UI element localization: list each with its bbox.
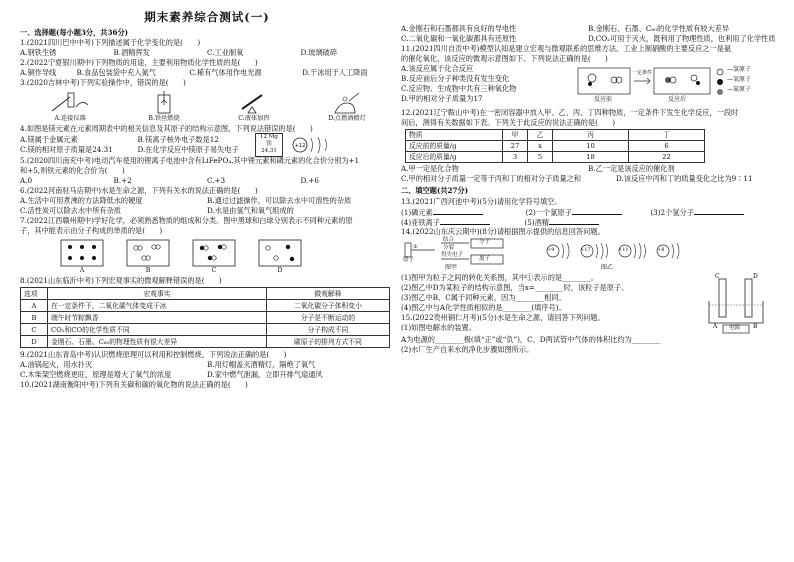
option: B.通过过滤操作，可以除去水中可溶性的杂质 — [207, 196, 352, 206]
option: B.酒精挥发 — [113, 48, 150, 58]
question-14-figures — [401, 237, 775, 273]
question-12-line-1: 12.(2021辽宁鞍山中考)在一密闭容器中放入甲、乙、丙、丁四种物质，一定条件下发生化学反应，一段时 — [401, 108, 739, 117]
option: D.+6 — [300, 176, 319, 186]
option: A.金刚石和石墨都具有良好的导电性 — [401, 24, 517, 33]
section-2-heading: 二、填空题(共27分) — [401, 186, 469, 195]
question-5-options — [20, 176, 394, 186]
question-3-figures — [20, 89, 394, 123]
question-8-table — [20, 287, 390, 348]
option: B.金刚石、石墨、C₆₀的化学性质有较大差异 — [588, 24, 730, 33]
question-14-sub-2: (2)图乙中D为某粒子的结构示意图，当x=________时，该粒子是原子。 — [401, 282, 629, 292]
particle-box-c-icon — [192, 239, 236, 267]
diagram-center-label: ① — [413, 243, 418, 250]
question-4-body — [20, 134, 394, 156]
question-5-line-2: 和+5,则铁元素的化合价为( ) — [20, 166, 125, 176]
question-15-sub-3: (2)水厂生产自来水的净化步骤如图所示。 — [401, 344, 534, 354]
option: B.乙一定是该反应的催化剂 — [588, 164, 675, 173]
option: B.食品包装袋中充入氮气 — [76, 68, 156, 78]
option: C.工业制氧 — [207, 48, 244, 58]
figure-lighting-lamp: D.点燃酒精灯 — [328, 91, 366, 123]
question-11-body — [401, 64, 775, 108]
atom-charge: +17 — [580, 246, 591, 253]
question-6: 6.(2022河南驻马店期中)水是生命之源，下列有关水的说法正确的是( ) — [20, 186, 258, 196]
option: D.干冰用于人工降雨 — [302, 68, 368, 78]
figure-liquid-heating: C.液体加热 — [236, 91, 272, 123]
question-5-line-1: 5.(2020四川南充中考)电动汽车使用的锂离子电池中含有LiFePO₄,其中锂元素和磷元素的化合价分别为+1 — [20, 156, 360, 166]
question-11-line-2: 的催化氧化，该反应的微观示意图如下。下列说法正确的是( ) — [401, 54, 608, 63]
atom-charge: +9 — [547, 246, 555, 253]
question-12-line-2: 间后，测得有关数据如下表。下列关于此反应的说法正确的是( ) — [401, 118, 616, 127]
question-13-blanks-2: (4)亚铁离子 (5)酒精 — [401, 217, 775, 227]
answer-blank[interactable] — [549, 217, 599, 225]
box-ion: 离子 — [479, 255, 491, 262]
question-2: 2.(2022宁夏银川期中)下列物质的用途，主要利用物质化学性质的是( ) — [20, 58, 258, 68]
option: B.反应前后分子种类没有发生变化 — [401, 74, 510, 83]
electrode-b-label: B — [753, 322, 758, 330]
option: A.生活中可用煮沸的方法降低水的硬度 — [20, 196, 143, 206]
diagram-side-label: 分裂 — [443, 244, 455, 251]
option: D.玻璃破碎 — [300, 48, 338, 58]
box-molecule: 分子 — [479, 238, 491, 245]
option: A.油锅起火，用水扑灭 — [20, 360, 93, 370]
diagram-side-label: 结合 — [443, 236, 455, 243]
figure-iron-burning: B.铁丝燃烧 — [148, 91, 179, 123]
figure-7a: A — [60, 239, 104, 275]
table-header-row: 选项 宏观事实 微观解释 — [21, 288, 390, 300]
test-tube-icon — [236, 91, 272, 115]
question-12-options-1 — [401, 164, 775, 174]
condition-label: 一定条件 — [632, 70, 653, 76]
particle-box-a-icon — [60, 239, 104, 267]
option: C.木柴架空燃烧更旺，原理是增大了氧气的浓度 — [20, 370, 172, 380]
figure-connect-apparatus: A.连接仪器 — [48, 91, 92, 123]
question-9-options-2 — [20, 370, 394, 380]
question-13-blanks-1: (1)磷元素 (2)一个氯原子 (3)2个氢分子 — [401, 207, 775, 217]
question-6-options-1 — [20, 196, 394, 206]
table-row: 反应前的质量/g 27 x 10 6 — [406, 141, 705, 152]
question-7-figures — [20, 237, 394, 275]
answer-blank[interactable] — [433, 207, 483, 215]
box-atom: 原子 — [403, 256, 415, 263]
question-3: 3.(2020吉林中考)下列实验操作中，错误的是( ) — [20, 78, 186, 88]
question-1-options — [20, 48, 394, 58]
question-14-15-body — [401, 273, 775, 335]
question-6-options-2 — [20, 206, 394, 216]
particle-box-d-icon — [258, 239, 302, 267]
question-12-options-2 — [401, 174, 775, 184]
option: C.反应物、生成物中共有三种氧化物 — [401, 84, 517, 93]
option: A.镁属于金属元素 — [20, 135, 78, 145]
flask-icon — [149, 91, 179, 115]
electrolysis-apparatus — [701, 273, 771, 335]
element-card-mg: 12 Mg 镁 24.31 — [255, 133, 283, 157]
answer-blank[interactable] — [440, 217, 490, 225]
figure-7c: C — [192, 239, 236, 275]
atom-charge: +11 — [618, 246, 629, 253]
question-10: 10.(2021湖南衡阳中考)下列有关碳和碳的氧化物的说法正确的是( ) — [20, 380, 248, 390]
page-title: 期末素养综合测试(一) — [144, 10, 270, 24]
option: D.该反应中丙和丁的质量变化之比为9∶11 — [616, 174, 753, 183]
option: D.CO₂可用于灭火，既利用了物理性质，也利用了化学性质 — [588, 34, 775, 43]
question-9-options-1 — [20, 360, 394, 370]
figure-7d: D — [258, 239, 302, 275]
question-15-sub-1: (1)如图电解水的装置。 — [401, 322, 476, 332]
option: A.铜作导线 — [20, 68, 57, 78]
table-row: B 端午时节粽飘香 分子是不断运动的 — [21, 312, 390, 324]
option: B.用灯帽盖灭酒精灯，隔绝了氧气 — [207, 360, 316, 370]
section-1-heading: 一、选择题(每小题3分，共36分) — [20, 27, 129, 37]
option: A.钢铁生锈 — [20, 48, 57, 58]
figure-7b: B — [126, 239, 170, 275]
question-14-sub-3: (3)图乙中B、C属于同种元素，因为________相同。 — [401, 292, 566, 302]
question-8: 8.(2021山东临沂中考)下列宏观事实的微观解释错误的是( ) — [20, 276, 222, 286]
option: C.镁的相对原子质量是24.31 — [20, 145, 113, 155]
before-label: 反应前 — [594, 96, 613, 103]
diagram-side-label: 得失电子 — [441, 251, 464, 258]
option: C.二氧化碳和一氧化碳都具有还原性 — [401, 34, 517, 43]
option: C.活性炭可以除去水中所有杂质 — [20, 206, 121, 216]
table-header-row: 物质 甲 乙 丙 丁 — [406, 130, 705, 141]
particle-box-b-icon — [126, 239, 170, 267]
option: D.家中燃气泄漏，立即开排气扇通风 — [207, 370, 323, 380]
question-4: 4.如图是镁元素在元素周期表中的相关信息及其原子的结构示意图，下列说法错误的是( ) — [20, 124, 313, 134]
question-1: 1.(2021四川巴中中考)下列描述属于化学变化的是( ) — [20, 38, 201, 48]
right-column — [401, 24, 775, 355]
after-label: 反应后 — [668, 96, 687, 103]
table-row: D 金刚石、石墨、C₆₀的物理性质有很大差异 碳原子的排列方式不同 — [21, 336, 390, 348]
answer-blank[interactable] — [694, 207, 744, 215]
figure-b-caption: 图乙 — [601, 263, 614, 271]
table-row: C CO₂和CO的化学性质不同 分子构成不同 — [21, 324, 390, 336]
tube-d-label: D — [753, 272, 758, 280]
legend-hydrogen: —氢原子 — [727, 66, 752, 73]
question-14: 14.(2022山东庆云期中)(8分)请根据图示提供的信息回答问题。 — [401, 226, 605, 236]
left-column — [20, 0, 394, 390]
option: C.稀有气体用作电光源 — [189, 68, 262, 78]
question-7-line-1: 7.(2022江西赣州期中)学好化学，必须熟悉物质的组成和分类。图中黑球和白球分别表示不同种元素的原 — [20, 216, 353, 226]
question-2-options — [20, 68, 394, 78]
question-9: 9.(2021山东青岛中考)认识燃烧原理可以利用和控制燃烧，下列说法正确的是( ) — [20, 350, 287, 360]
answer-blank[interactable] — [572, 207, 622, 215]
table-row: A 在一定条件下，二氧化碳气体变成干冰 二氧化碳分子体积变小 — [21, 300, 390, 312]
apparatus-icon — [48, 91, 92, 115]
question-15-sub-2: A为电源的________极(填“正”或“负”)，C、D两试管中气体的体积比约为________ — [401, 334, 661, 344]
legend-nitrogen: —氮原子 — [727, 86, 752, 93]
question-14-sub-4: (4)图乙中与A化学性质相似的是________(填序号)。 — [401, 302, 566, 312]
option: D.水是由氢气和氧气组成的 — [207, 206, 294, 216]
legend-oxygen: —氧原子 — [727, 76, 752, 83]
table-row: 反应后的质量/g 3 5 18 22 — [406, 152, 705, 163]
question-11-line-1: 11.(2021四川自贡中考)模型认知是建立宏观与微观联系的思维方法。工业上制硝酸的主要反应之一是氨 — [401, 44, 732, 53]
question-11-reaction-diagram — [576, 64, 771, 108]
electrode-a-label: A — [713, 322, 718, 330]
question-12-table — [405, 129, 705, 163]
power-supply-label: 电源 — [729, 324, 741, 331]
question-10-options-2 — [401, 34, 775, 44]
option: D.在化学反应中镁原子易失电子 — [137, 145, 239, 155]
option: A.0 — [20, 176, 33, 186]
svg-text:+12: +12 — [294, 143, 306, 150]
option: A.该反应属于化合反应 — [401, 64, 474, 73]
alcohol-lamp-icon — [329, 91, 365, 115]
option: C.+3 — [207, 176, 226, 186]
question-10-options-1 — [401, 24, 775, 34]
tube-c-label: C — [715, 272, 720, 280]
option: B.镁离子核外电子数是12 — [137, 135, 219, 145]
atom-charge: +8 — [657, 246, 665, 253]
option: A.甲一定是化合物 — [401, 164, 459, 173]
question-14-sub-1: (1)图甲为粒子之间的转化关系图，其中①表示的是________。 — [401, 272, 599, 282]
option: C.甲的相对分子质量一定等于丙和丁的相对分子质量之和 — [401, 174, 582, 183]
question-15: 15.(2022贵州铜仁月考)(5分)水是生命之源，请回答下列问题。 — [401, 312, 605, 322]
figure-a-caption: 图甲 — [445, 263, 458, 271]
option: B.+2 — [113, 176, 132, 186]
question-7-line-2: 子，其中能表示由分子构成的单质的是( ) — [20, 226, 163, 236]
option: D.甲的相对分子质量为17 — [401, 94, 483, 103]
mg-atom-structure-icon — [289, 134, 339, 156]
question-13: 13.(2021广西河池中考)(5分)请用化学符号填空。 — [401, 196, 562, 206]
